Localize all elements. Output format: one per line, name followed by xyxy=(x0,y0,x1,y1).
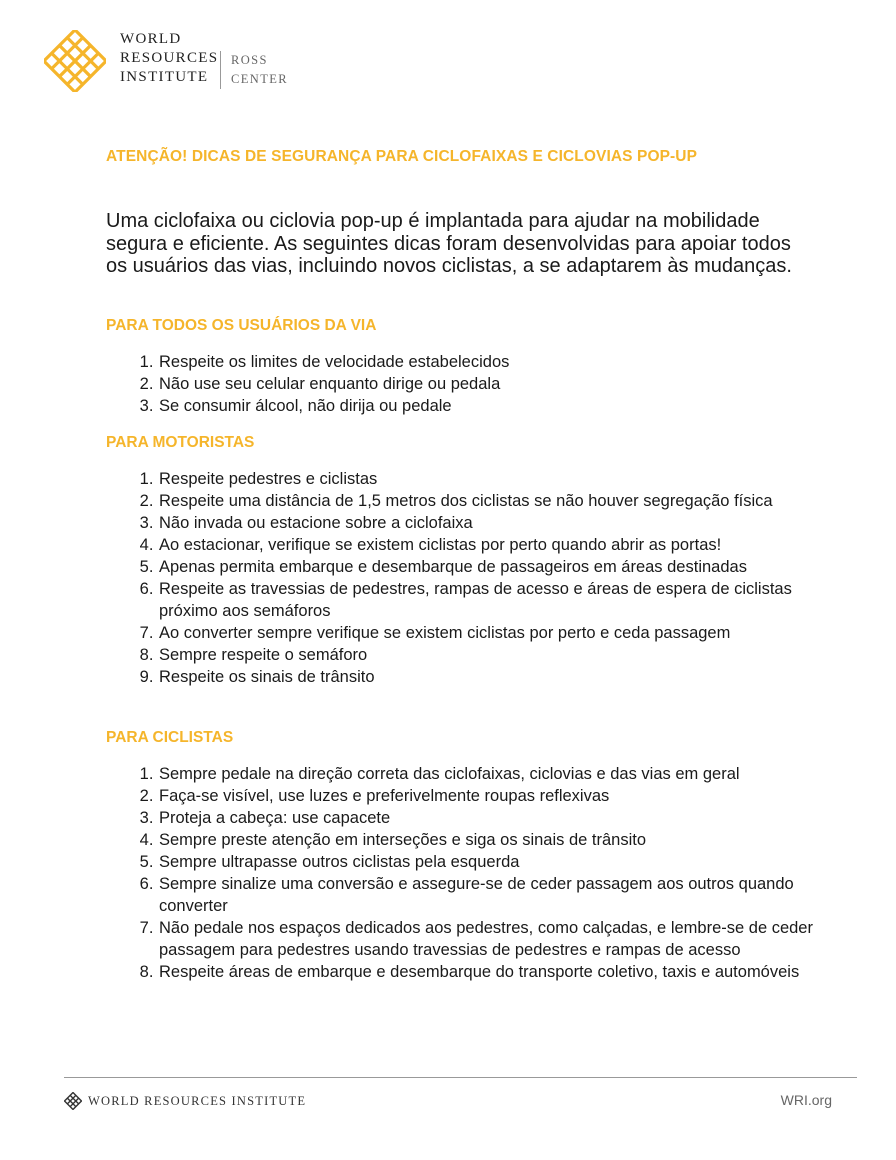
wri-knot-logo-icon xyxy=(44,30,106,92)
footer-divider xyxy=(64,1077,857,1078)
list-item: 5. Apenas permita embarque e desembarque de passageiros em áreas destinadas xyxy=(158,556,826,578)
wri-logo xyxy=(44,30,218,92)
center-line-1: ROSS xyxy=(231,53,268,67)
list-item: 2. Não use seu celular enquanto dirige ou pedala xyxy=(158,373,826,395)
list-item: 4. Sempre preste atenção em interseções e siga os sinais de trânsito xyxy=(158,829,826,851)
list-item: 2. Faça-se visível, use luzes e preferivelmente roupas reflexivas xyxy=(158,785,826,807)
document-title: ATENÇÃO! DICAS DE SEGURANÇA PARA CICLOFAIXAS E CICLOVIAS POP-UP xyxy=(106,148,698,165)
section-cyclists xyxy=(106,729,826,983)
tips-list xyxy=(106,468,826,688)
list-item: 3. Se consumir álcool, não dirija ou pedale xyxy=(158,395,826,417)
brand-line-2: RESOURCES xyxy=(120,50,219,66)
list-item: 1. Respeite os limites de velocidade estabelecidos xyxy=(158,351,826,373)
footer-org xyxy=(64,1092,306,1110)
list-item: 4. Ao estacionar, verifique se existem ciclistas por perto quando abrir as portas! xyxy=(158,534,826,556)
tips-list xyxy=(106,763,826,983)
section-heading: PARA MOTORISTAS xyxy=(106,434,255,451)
center-line-2: CENTER xyxy=(231,72,289,86)
list-item: 9. Respeite os sinais de trânsito xyxy=(158,666,826,688)
brand-line-3: INSTITUTE xyxy=(120,69,209,85)
list-item: 6. Sempre sinalize uma conversão e assegure-se de ceder passagem aos outros quando converter xyxy=(158,873,826,917)
list-item: 6. Respeite as travessias de pedestres, rampas de acesso e áreas de espera de ciclistas próximo aos semáforos xyxy=(158,578,826,622)
list-item: 1. Sempre pedale na direção correta das ciclofaixas, ciclovias e das vias em geral xyxy=(158,763,826,785)
list-item: 8. Sempre respeite o semáforo xyxy=(158,644,826,666)
list-item: 1. Respeite pedestres e ciclistas xyxy=(158,468,826,490)
section-drivers xyxy=(106,434,826,688)
section-heading: PARA TODOS OS USUÁRIOS DA VIA xyxy=(106,317,377,334)
list-item: 2. Respeite uma distância de 1,5 metros dos ciclistas se não houver segregação física xyxy=(158,490,826,512)
brand-name xyxy=(120,30,218,87)
footer-org-name: WORLD RESOURCES INSTITUTE xyxy=(88,1093,307,1108)
section-all-road-users xyxy=(106,317,826,417)
brand-line-1: WORLD xyxy=(120,31,182,47)
list-item: 3. Proteja a cabeça: use capacete xyxy=(158,807,826,829)
list-item: 3. Não invada ou estacione sobre a ciclofaixa xyxy=(158,512,826,534)
tips-list xyxy=(106,351,826,417)
list-item: 7. Ao converter sempre verifique se existem ciclistas por perto e ceda passagem xyxy=(158,622,826,644)
list-item: 7. Não pedale nos espaços dedicados aos pedestres, como calçadas, e lembre-se de ceder passagem para pedestres usando travessias de pedestres e rampas de acesso xyxy=(158,917,826,961)
intro-paragraph: Uma ciclofaixa ou ciclovia pop-up é implantada para ajudar na mobilidade segura e eficiente. As seguintes dicas foram desenvolvidas para apoiar todos os usuários das vias, incluindo novos ciclistas, a se adaptarem às mudanças. xyxy=(106,210,792,277)
footer-url[interactable]: WRI.org xyxy=(780,1092,832,1108)
list-item: 5. Sempre ultrapasse outros ciclistas pela esquerda xyxy=(158,851,826,873)
wri-knot-small-icon xyxy=(64,1092,82,1110)
section-heading: PARA CICLISTAS xyxy=(106,729,234,746)
list-item: 8. Respeite áreas de embarque e desembarque do transporte coletivo, taxis e automóveis xyxy=(158,961,826,983)
ross-center-label xyxy=(220,51,288,89)
